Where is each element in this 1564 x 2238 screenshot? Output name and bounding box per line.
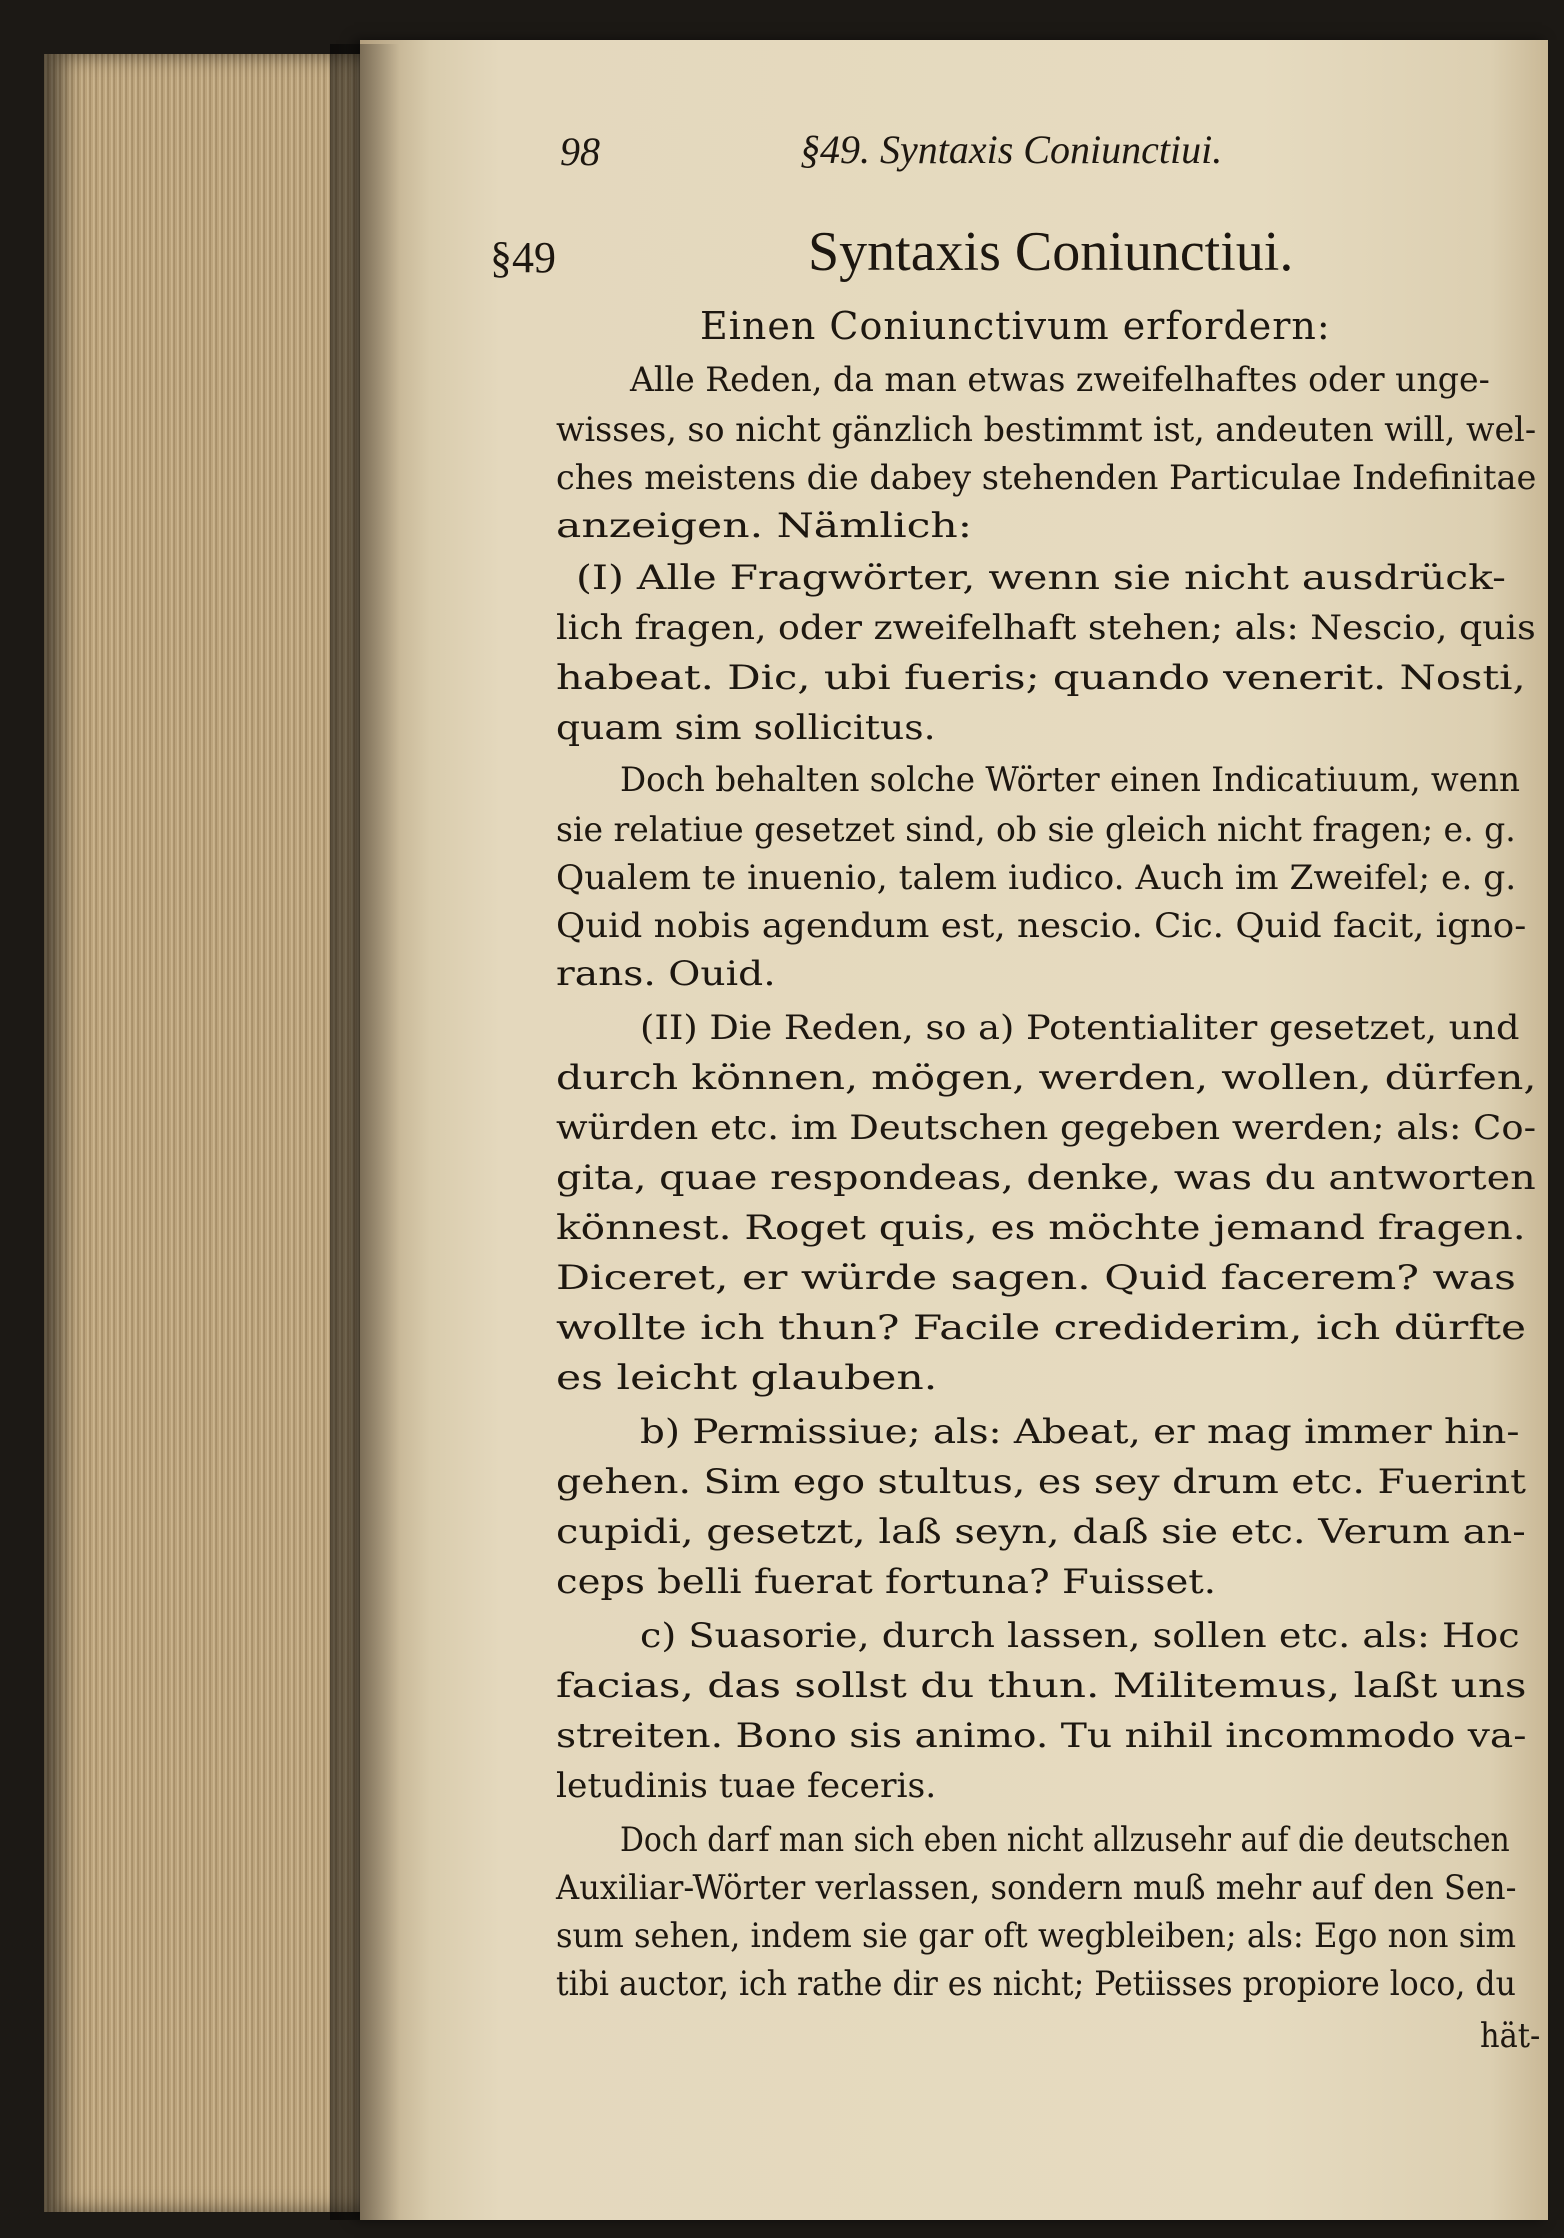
- text-line: tibi auctor, ich rathe dir es nicht; Petiisses propiore loco, du: [556, 1964, 1516, 2004]
- text-line: ches meistens die dabey stehenden Particulae Indefinitae: [556, 458, 1537, 498]
- text-line: Auxiliar-Wörter verlassen, sondern muß mehr auf den Sen-: [556, 1868, 1517, 1908]
- text-line: habeat. Dic, ubi fueris; quando venerit. Nosti,: [556, 658, 1526, 698]
- text-line: (II) Die Reden, so a) Potentialiter gesetzet, und: [640, 1008, 1520, 1048]
- text-line: b) Permissiue; als: Abeat, er mag immer hin-: [640, 1412, 1520, 1452]
- page-number: 98: [560, 129, 600, 174]
- text-line: (I) Alle Fragwörter, wenn sie nicht ausdrück-: [576, 558, 1506, 598]
- running-head-title: §49. Syntaxis Coniunctiui.: [800, 127, 1223, 172]
- text-line: ceps belli fuerat fortuna? Fuisset.: [556, 1562, 1217, 1602]
- text-line: letudinis tuae feceris.: [556, 1766, 937, 1806]
- text-line: lich fragen, oder zweifelhaft stehen; als: Nescio, quis: [556, 608, 1536, 648]
- text-line: wollte ich thun? Facile crediderim, ich dürfte: [556, 1308, 1527, 1348]
- text-line: sum sehen, indem sie gar oft wegbleiben; als: Ego non sim: [556, 1916, 1517, 1956]
- text-line: Alle Reden, da man etwas zweifelhaftes oder unge-: [630, 360, 1490, 400]
- text-line: gita, quae respondeas, denke, was du antworten: [556, 1158, 1536, 1198]
- text-line: rans. Ouid.: [556, 954, 776, 994]
- text-line: Quid nobis agendum est, nescio. Cic. Quid facit, igno-: [556, 906, 1527, 946]
- text-line: könnest. Roget quis, es möchte jemand fragen.: [556, 1208, 1526, 1248]
- text-line: facias, das sollst du thun. Militemus, laßt uns: [556, 1666, 1527, 1706]
- text-line: gehen. Sim ego stultus, es sey drum etc. Fuerint: [556, 1462, 1526, 1502]
- text-line: wisses, so nicht gänzlich bestimmt ist, andeuten will, wel-: [556, 410, 1537, 450]
- section-number: §49: [490, 233, 556, 282]
- text-line: streiten. Bono sis animo. Tu nihil incommodo va-: [556, 1716, 1527, 1756]
- text-line: würden etc. im Deutschen gegeben werden; als: Co-: [556, 1108, 1537, 1148]
- text-line: quam sim sollicitus.: [556, 708, 936, 748]
- section-title: Syntaxis Coniunctiui.: [808, 221, 1294, 283]
- text-line: hät-: [1480, 2016, 1541, 2056]
- page-gutter: [330, 44, 400, 2220]
- text-line: cupidi, gesetzt, laß seyn, daß sie etc. Verum an-: [556, 1512, 1526, 1552]
- text-line: anzeigen. Nämlich:: [556, 506, 973, 546]
- page-edges: [44, 54, 374, 2212]
- text-line: Diceret, er würde sagen. Quid facerem? was: [556, 1258, 1516, 1298]
- text-line: Doch darf man sich eben nicht allzusehr auf die deutschen: [620, 1820, 1510, 1860]
- text-line: sie relatiue gesetzet sind, ob sie gleich nicht fragen; e. g.: [556, 810, 1516, 850]
- text-line: Doch behalten solche Wörter einen Indicatiuum, wenn: [620, 760, 1520, 800]
- text-line: es leicht glauben.: [556, 1358, 938, 1398]
- text-line: c) Suasorie, durch lassen, sollen etc. als: Hoc: [640, 1616, 1520, 1656]
- text-line: Qualem te inuenio, talem iudico. Auch im Zweifel; e. g.: [556, 858, 1517, 898]
- text-line: durch können, mögen, werden, wollen, dürfen,: [556, 1058, 1537, 1098]
- section-subtitle: Einen Coniunctivum erfordern:: [700, 304, 1331, 348]
